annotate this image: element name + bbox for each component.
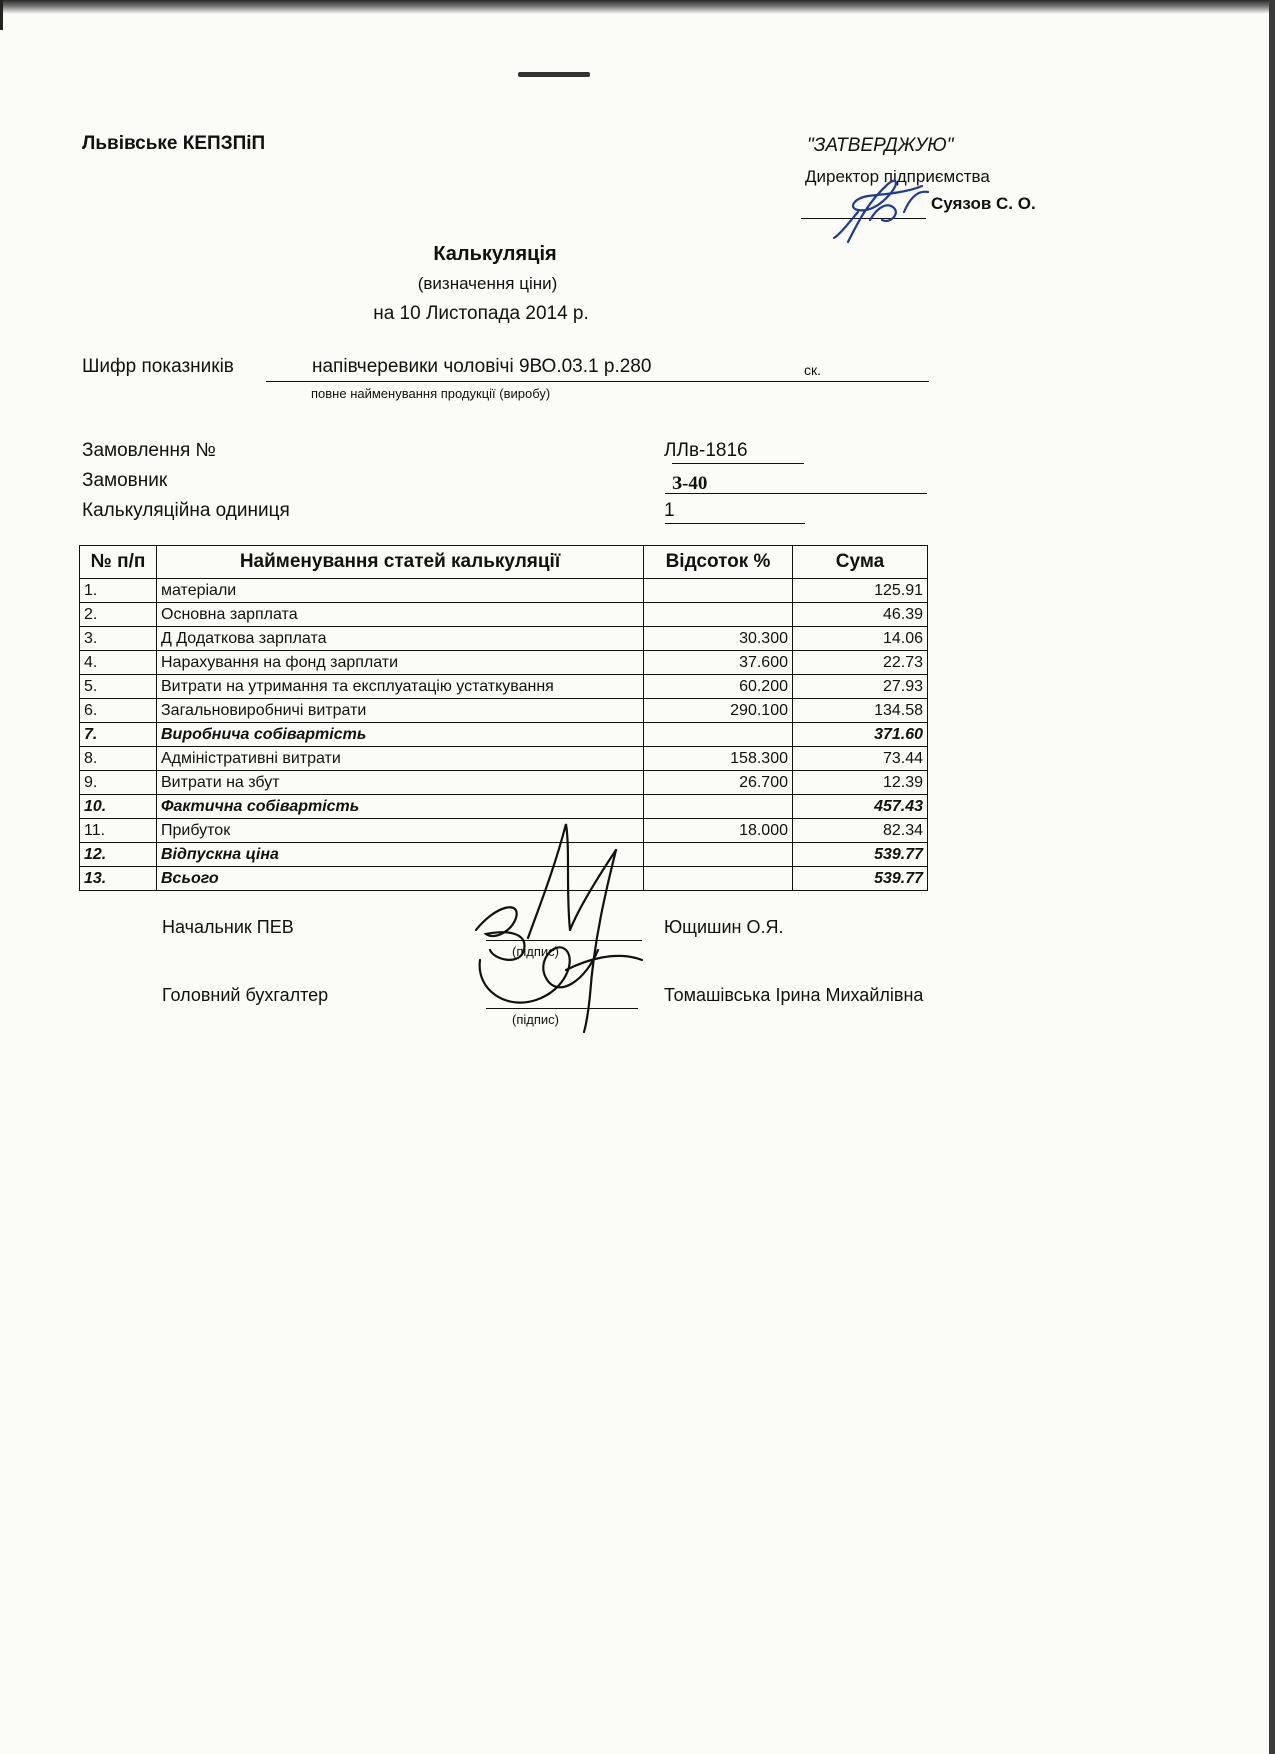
row-sum: 27.93 [793, 675, 928, 699]
document-title: Калькуляція [433, 243, 557, 265]
row-percent: 290.100 [644, 699, 793, 723]
cipher-value: напівчеревики чоловічі 9ВО.03.1 р.280 [312, 356, 652, 377]
row-name: Основна зарплата [157, 603, 644, 627]
sign-caption-economist: (підпис) [512, 944, 559, 959]
sign-caption-accountant: (підпис) [512, 1012, 559, 1027]
order-value: ЛЛв-1816 [664, 440, 748, 461]
table-row [80, 675, 928, 699]
row-sum: 12.39 [793, 771, 928, 795]
row-percent: 60.200 [644, 675, 793, 699]
row-number: 11. [80, 819, 157, 843]
row-number: 2. [80, 603, 157, 627]
header-num: № п/п [80, 546, 157, 579]
organization-name: Львівське КЕПЗПіП [82, 133, 266, 154]
scan-top-edge [0, 0, 1275, 14]
unit-value: 1 [664, 500, 675, 521]
cipher-underline [266, 381, 929, 382]
row-sum: 73.44 [793, 747, 928, 771]
table-row [80, 579, 928, 603]
header-sum: Сума [793, 546, 928, 579]
document-subtitle: (визначення ціни) [417, 274, 558, 293]
cipher-caption: повне найменування продукції (виробу) [311, 386, 551, 401]
row-sum: 82.34 [793, 819, 928, 843]
approval-stamp: "ЗАТВЕРДЖУЮ" [807, 135, 954, 156]
row-name: Витрати на утримання та експлуатацію устаткування [157, 675, 644, 699]
row-sum: 539.77 [793, 867, 928, 891]
table-header-row [80, 546, 928, 579]
row-percent: 30.300 [644, 627, 793, 651]
table-row [80, 603, 928, 627]
row-percent [644, 723, 793, 747]
scan-left-edge [0, 0, 3, 30]
director-signature [818, 172, 936, 252]
row-percent: 26.700 [644, 771, 793, 795]
row-sum: 46.39 [793, 603, 928, 627]
row-number: 5. [80, 675, 157, 699]
row-number: 3. [80, 627, 157, 651]
row-name: Виробнича собівартість [157, 723, 644, 747]
table-row [80, 747, 928, 771]
director-position: Директор підприємства [805, 167, 990, 186]
sign-name-accountant: Томашівська Ірина Михайлівна [664, 985, 924, 1005]
row-sum: 14.06 [793, 627, 928, 651]
row-sum: 457.43 [793, 795, 928, 819]
row-name: Загальновиробничі витрати [157, 699, 644, 723]
cipher-label: Шифр показників [82, 356, 234, 377]
row-number: 6. [80, 699, 157, 723]
row-name: Всього [157, 867, 644, 891]
row-number: 8. [80, 747, 157, 771]
customer-label: Замовник [82, 470, 168, 491]
table-row [80, 699, 928, 723]
document-date: на 10 Листопада 2014 р. [373, 303, 589, 324]
row-percent [644, 579, 793, 603]
header-name: Найменування статей калькуляції [157, 546, 644, 579]
row-sum: 371.60 [793, 723, 928, 747]
row-percent: 158.300 [644, 747, 793, 771]
order-underline [672, 463, 804, 464]
unit-underline [665, 523, 805, 524]
row-sum: 125.91 [793, 579, 928, 603]
row-name: Фактична собівартість [157, 795, 644, 819]
row-percent: 37.600 [644, 651, 793, 675]
director-name: Суязов С. О. [931, 194, 1036, 213]
sign-title-accountant: Головний бухгалтер [162, 985, 329, 1005]
row-number: 7. [80, 723, 157, 747]
customer-stamp: З-40 [672, 473, 708, 494]
row-number: 4. [80, 651, 157, 675]
unit-label: Калькуляційна одиниця [82, 500, 290, 521]
row-name: Прибуток [157, 819, 644, 843]
header-percent: Відсоток % [644, 546, 793, 579]
scan-mark [518, 72, 590, 77]
scan-right-edge [1269, 0, 1275, 1754]
table-row [80, 771, 928, 795]
table-row [80, 651, 928, 675]
row-name: Нарахування на фонд зарплати [157, 651, 644, 675]
table-row [80, 627, 928, 651]
row-percent: 18.000 [644, 819, 793, 843]
sign-title-economist: Начальник ПЕВ [162, 917, 294, 937]
row-sum: 22.73 [793, 651, 928, 675]
row-number: 9. [80, 771, 157, 795]
row-percent [644, 603, 793, 627]
row-name: Д Додаткова зарплата [157, 627, 644, 651]
row-sum: 134.58 [793, 699, 928, 723]
row-name: Адміністративні витрати [157, 747, 644, 771]
table-row [80, 723, 928, 747]
handwritten-signature [466, 810, 666, 1040]
row-name: Відпускна ціна [157, 843, 644, 867]
row-number: 13. [80, 867, 157, 891]
row-number: 1. [80, 579, 157, 603]
sign-name-economist: Ющишин О.Я. [664, 917, 784, 937]
row-number: 10. [80, 795, 157, 819]
row-number: 12. [80, 843, 157, 867]
row-sum: 539.77 [793, 843, 928, 867]
row-name: Витрати на збут [157, 771, 644, 795]
cipher-unit: ск. [804, 362, 822, 378]
row-name: матеріали [157, 579, 644, 603]
order-label: Замовлення № [82, 440, 216, 461]
